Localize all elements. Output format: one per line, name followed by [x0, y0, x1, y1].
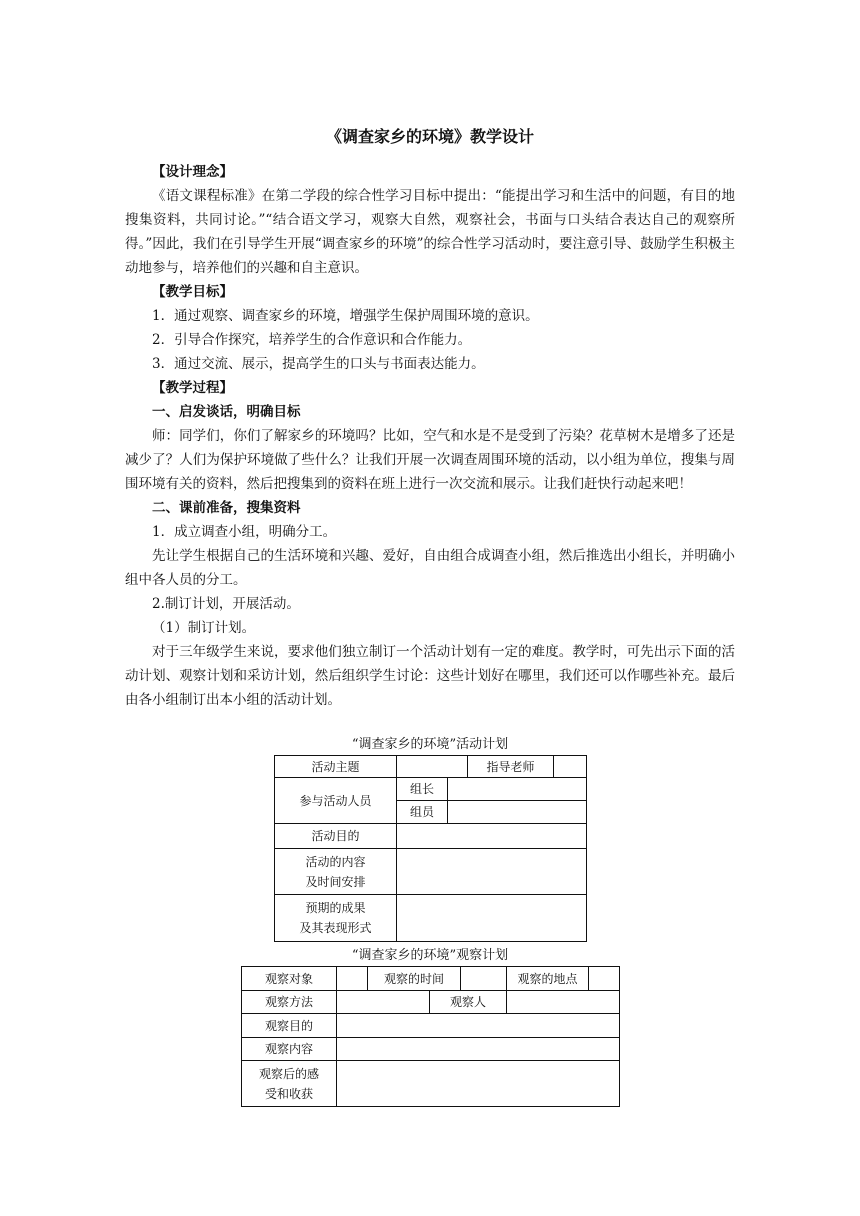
step-2-item-2: 2.制订计划，开展活动。	[152, 596, 300, 612]
step-2-item-1: 1．成立调查小组，明确分工。	[152, 524, 337, 540]
observe-plan-table	[241, 966, 620, 1107]
expected-result-label-line-2: 及其表现形式	[299, 921, 372, 935]
table-row	[275, 895, 587, 942]
paragraph-step-2-a: 先让学生根据自己的生活环境和兴趣、爱好，自由组合成调查小组，然后推选出小组长，并明确小组中各人员的分工。	[125, 548, 735, 588]
teacher-value	[554, 756, 587, 778]
observe-time-value	[461, 967, 507, 991]
observe-place-value	[589, 967, 620, 991]
observe-method-value	[337, 991, 430, 1014]
observer-label: 观察人	[430, 991, 507, 1014]
step-heading-2: 二、课前准备，搜集资料	[152, 500, 301, 516]
document-title: 《调查家乡的环境》教学设计	[325, 127, 534, 146]
activity-theme-label: 活动主题	[275, 756, 397, 778]
step-2-sub-item-1: （1）制订计划。	[152, 620, 256, 636]
table-row	[242, 1038, 620, 1061]
activity-content-value	[397, 849, 587, 895]
goal-item-2: 2．引导合作探究，培养学生的合作意识和合作能力。	[152, 332, 472, 348]
observe-content-value	[337, 1038, 620, 1061]
activity-content-label-line-2: 及时间安排	[305, 874, 366, 889]
expected-result-label-line-1: 预期的成果	[305, 901, 366, 915]
observe-feel-value	[337, 1061, 620, 1107]
expected-result-value	[397, 895, 587, 942]
observe-purpose-label: 观察目的	[242, 1014, 337, 1038]
observe-content-label: 观察内容	[242, 1038, 337, 1061]
document-body	[125, 160, 735, 712]
paragraph-step-1: 师：同学们，你们了解家乡的环境吗？比如，空气和水是不是受到了污染？花草树木是增多了还是减少了？人们为保护环境做了些什么？让我们开展一次调查周围环境的活动，以小组为单位，搜集与周围环境有关的资料，然后把搜集到的资料在班上进行一次交流和展示。让我们赶快行动起来吧！	[125, 428, 735, 492]
observer-value	[507, 991, 620, 1014]
leader-value	[448, 778, 587, 801]
activity-content-label-line-1: 活动的内容	[305, 854, 366, 869]
observe-purpose-value	[337, 1014, 620, 1038]
table-row	[242, 991, 620, 1014]
activity-theme-value	[397, 756, 468, 778]
goal-item-1: 1．通过观察、调查家乡的环境，增强学生保护周围环境的意识。	[152, 308, 539, 324]
teacher-label: 指导老师	[468, 756, 554, 778]
expected-result-label	[275, 895, 397, 942]
section-heading-teaching-process: 【教学过程】	[152, 380, 233, 396]
member-label: 组员	[397, 801, 448, 824]
activity-content-label	[275, 849, 397, 895]
step-heading-1: 一、启发谈话，明确目标	[152, 404, 301, 420]
activity-plan-table	[274, 755, 587, 942]
table-row	[275, 849, 587, 895]
goal-item-3: 3．通过交流、展示，提高学生的口头与书面表达能力。	[152, 356, 485, 372]
participants-label: 参与活动人员	[275, 778, 397, 824]
paragraph-step-2-b: 对于三年级学生来说，要求他们独立制订一个活动计划有一定的难度。教学时，可先出示下面的活动计划、观察计划和采访计划，然后组织学生讨论：这些计划好在哪里，我们还可以作哪些补充。最后由各小组制订出本小组的活动计划。	[125, 644, 735, 708]
member-value	[448, 801, 587, 824]
table-row	[242, 967, 620, 991]
observe-feel-label-line-2: 受和收获	[264, 1086, 313, 1101]
section-heading-design-concept: 【设计理念】	[152, 164, 233, 180]
table-row	[275, 824, 587, 849]
observe-method-label: 观察方法	[242, 991, 337, 1014]
observe-time-label: 观察的时间	[368, 967, 461, 991]
activity-purpose-label: 活动目的	[275, 824, 397, 849]
table-row	[275, 778, 587, 801]
table-row	[242, 1014, 620, 1038]
activity-purpose-value	[397, 824, 587, 849]
activity-plan-caption: “调查家乡的环境”活动计划	[351, 737, 509, 752]
observe-feel-label	[242, 1061, 337, 1107]
table-row	[275, 756, 587, 778]
section-heading-teaching-goals: 【教学目标】	[152, 284, 233, 300]
observe-plan-caption: “调查家乡的环境”观察计划	[351, 948, 509, 963]
observe-object-value	[337, 967, 368, 991]
observe-place-label: 观察的地点	[507, 967, 589, 991]
table-row	[242, 1061, 620, 1107]
observe-object-label: 观察对象	[242, 967, 337, 991]
leader-label: 组长	[397, 778, 448, 801]
observe-feel-label-line-1: 观察后的感	[258, 1066, 319, 1081]
paragraph-design-concept: 《语文课程标准》在第二学段的综合性学习目标中提出：“能提出学习和生活中的问题，有目的地搜集资料，共同讨论。”“结合语文学习，观察大自然，观察社会，书面与口头结合表达自己的观察所得。”因此，我们在引导学生开展“调查家乡的环境”的综合性学习活动时，要注意引导、鼓励学生积极主动地参与，培养他们的兴趣和自主意识。	[125, 188, 735, 276]
